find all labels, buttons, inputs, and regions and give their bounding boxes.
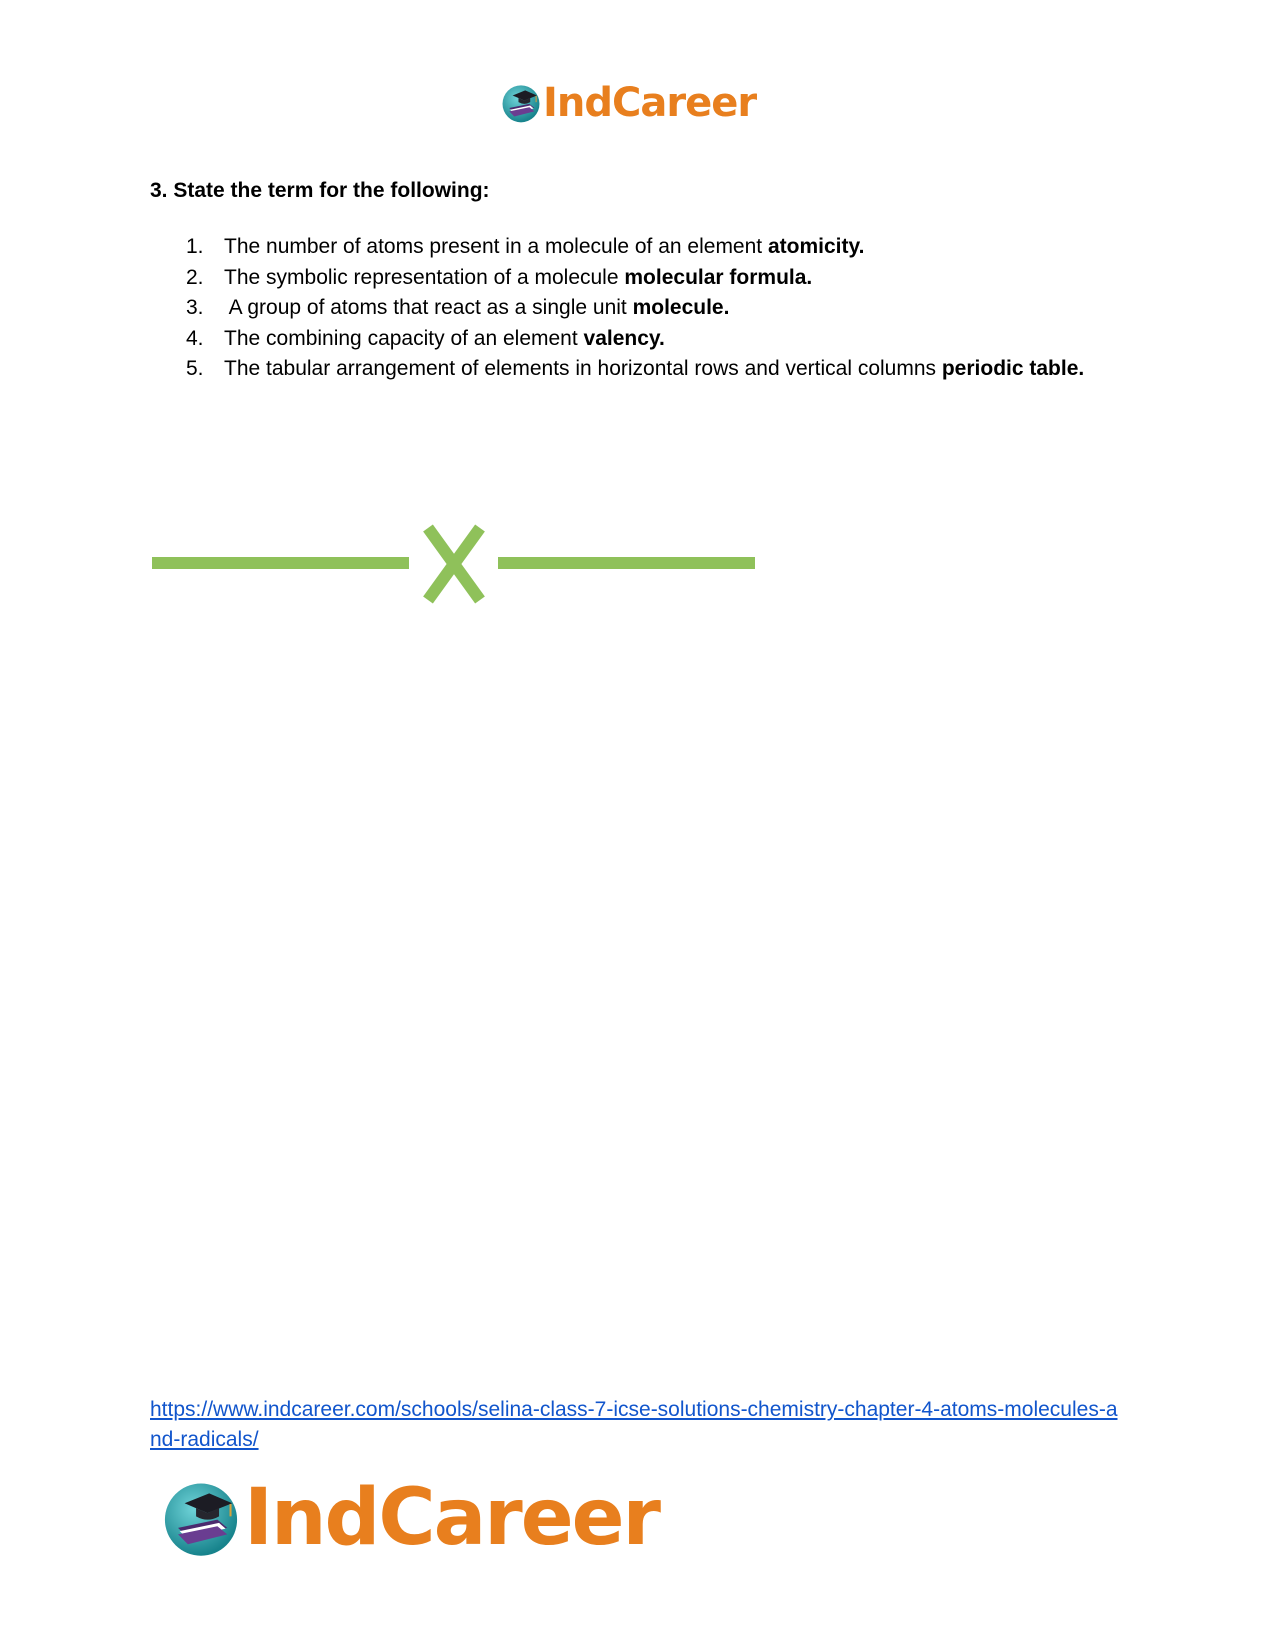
item-text: A group of atoms that react as a single unit [224, 296, 633, 319]
list-item [150, 324, 1110, 355]
logo-wordmark: IndCareer [543, 80, 757, 126]
list-item [150, 293, 1110, 324]
x-divider-icon [150, 524, 755, 604]
item-text: The symbolic representation of a molecule [224, 265, 625, 289]
source-url-link[interactable]: https://www.indcareer.com/schools/selina-class-7-icse-solutions-chemistry-chapter-4-atoms-molecules-and-radicals/ [150, 1398, 1118, 1451]
item-number: 4. [186, 326, 204, 350]
list-item [150, 263, 1110, 294]
item-number: 1. [186, 235, 204, 258]
item-term: molecular formula. [624, 265, 813, 289]
answer-list [150, 232, 1110, 385]
graduation-cap-book-globe-icon [160, 1477, 242, 1559]
item-number: 2. [186, 265, 204, 289]
logo-wordmark: IndCareer [244, 1473, 659, 1563]
item-text: The combining capacity of an element [224, 326, 584, 350]
question-heading: 3. State the term for the following: [150, 179, 490, 202]
item-term: atomicity. [767, 235, 865, 258]
footer-logo [160, 1470, 659, 1566]
item-term: periodic table. [941, 357, 1085, 380]
list-item [150, 232, 1110, 263]
list-item [150, 354, 1110, 385]
item-text: The number of atoms present in a molecule of an element [224, 235, 768, 258]
item-number: 3. [186, 296, 204, 319]
item-term: valency. [583, 326, 665, 350]
item-number: 5. [186, 357, 204, 380]
graduation-cap-book-globe-icon [500, 82, 542, 124]
item-text: The tabular arrangement of elements in horizontal rows and vertical columns [224, 357, 942, 380]
item-term: molecule. [632, 296, 730, 319]
header-logo [500, 78, 756, 128]
